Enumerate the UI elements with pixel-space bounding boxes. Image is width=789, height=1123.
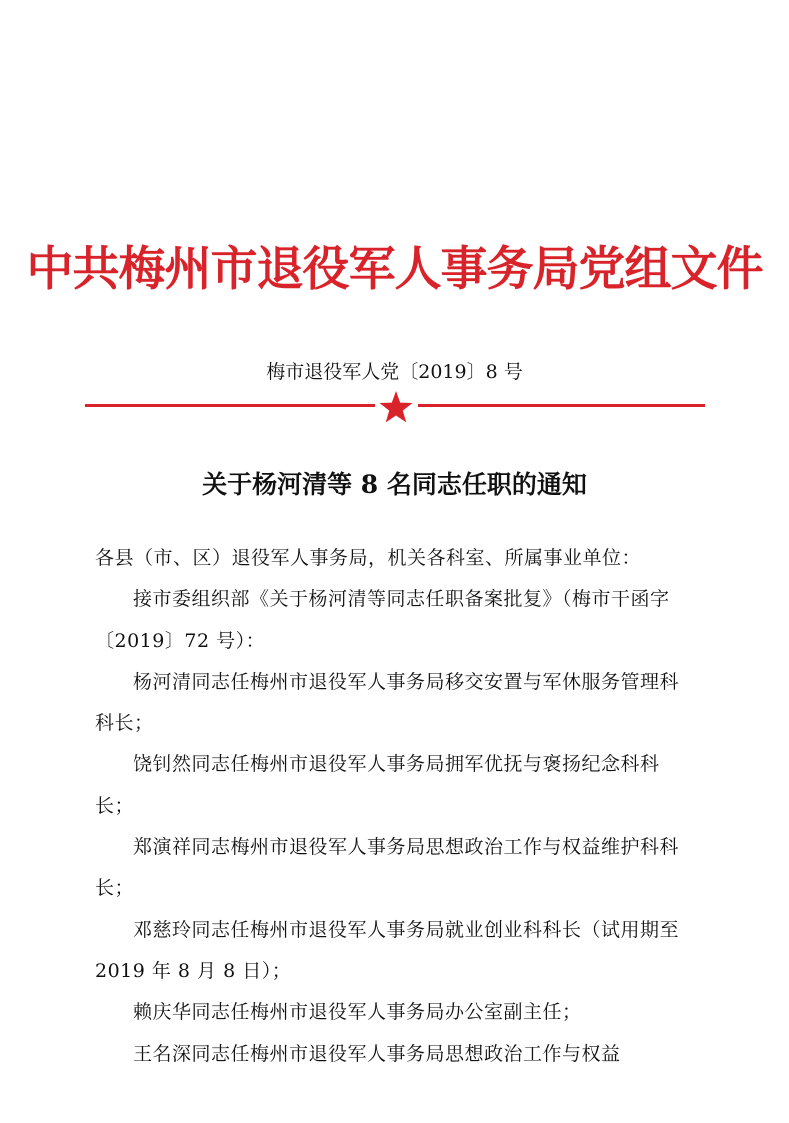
red-star-shape: [380, 391, 413, 422]
paragraph-appointment-6: 王名深同志任梅州市退役军人事务局思想政治工作与权益: [133, 1042, 621, 1065]
red-star-icon: [378, 390, 414, 424]
paragraph-appointment-4: 邓慈玲同志任梅州市退役军人事务局就业创业科科长（试用期至 2019 年 8 月 8 日）；: [95, 918, 680, 982]
red-rule-left: [85, 404, 375, 407]
paragraph-appointment-2: 饶钊然同志任梅州市退役军人事务局拥军优抚与褒扬纪念科科长；: [95, 753, 660, 817]
paragraph-appointment-5: 赖庆华同志任梅州市退役军人事务局办公室副主任；: [133, 1001, 582, 1024]
document-number: 梅市退役军人党〔2019〕8 号: [266, 361, 523, 383]
notice-title: 关于杨河清等 8 名同志任职的通知: [202, 470, 587, 499]
notice-body: [95, 538, 695, 1075]
paragraph-appointment-1: 杨河清同志任梅州市退役军人事务局移交安置与军休服务管理科科长；: [95, 670, 680, 735]
paragraph-appointment-3: 郑演祥同志梅州市退役军人事务局思想政治工作与权益维护科科长；: [95, 836, 680, 900]
document-masthead: 中共梅州市退役军人事务局党组文件: [26, 242, 763, 297]
paragraph-reference: 接市委组织部《关于杨河清等同志任职备案批复》（梅市干函字〔2019〕72 号）：: [95, 588, 670, 652]
salutation: 各县（市、区）退役军人事务局，机关各科室、所属事业单位：: [95, 547, 642, 569]
red-rule-right: [418, 404, 705, 407]
